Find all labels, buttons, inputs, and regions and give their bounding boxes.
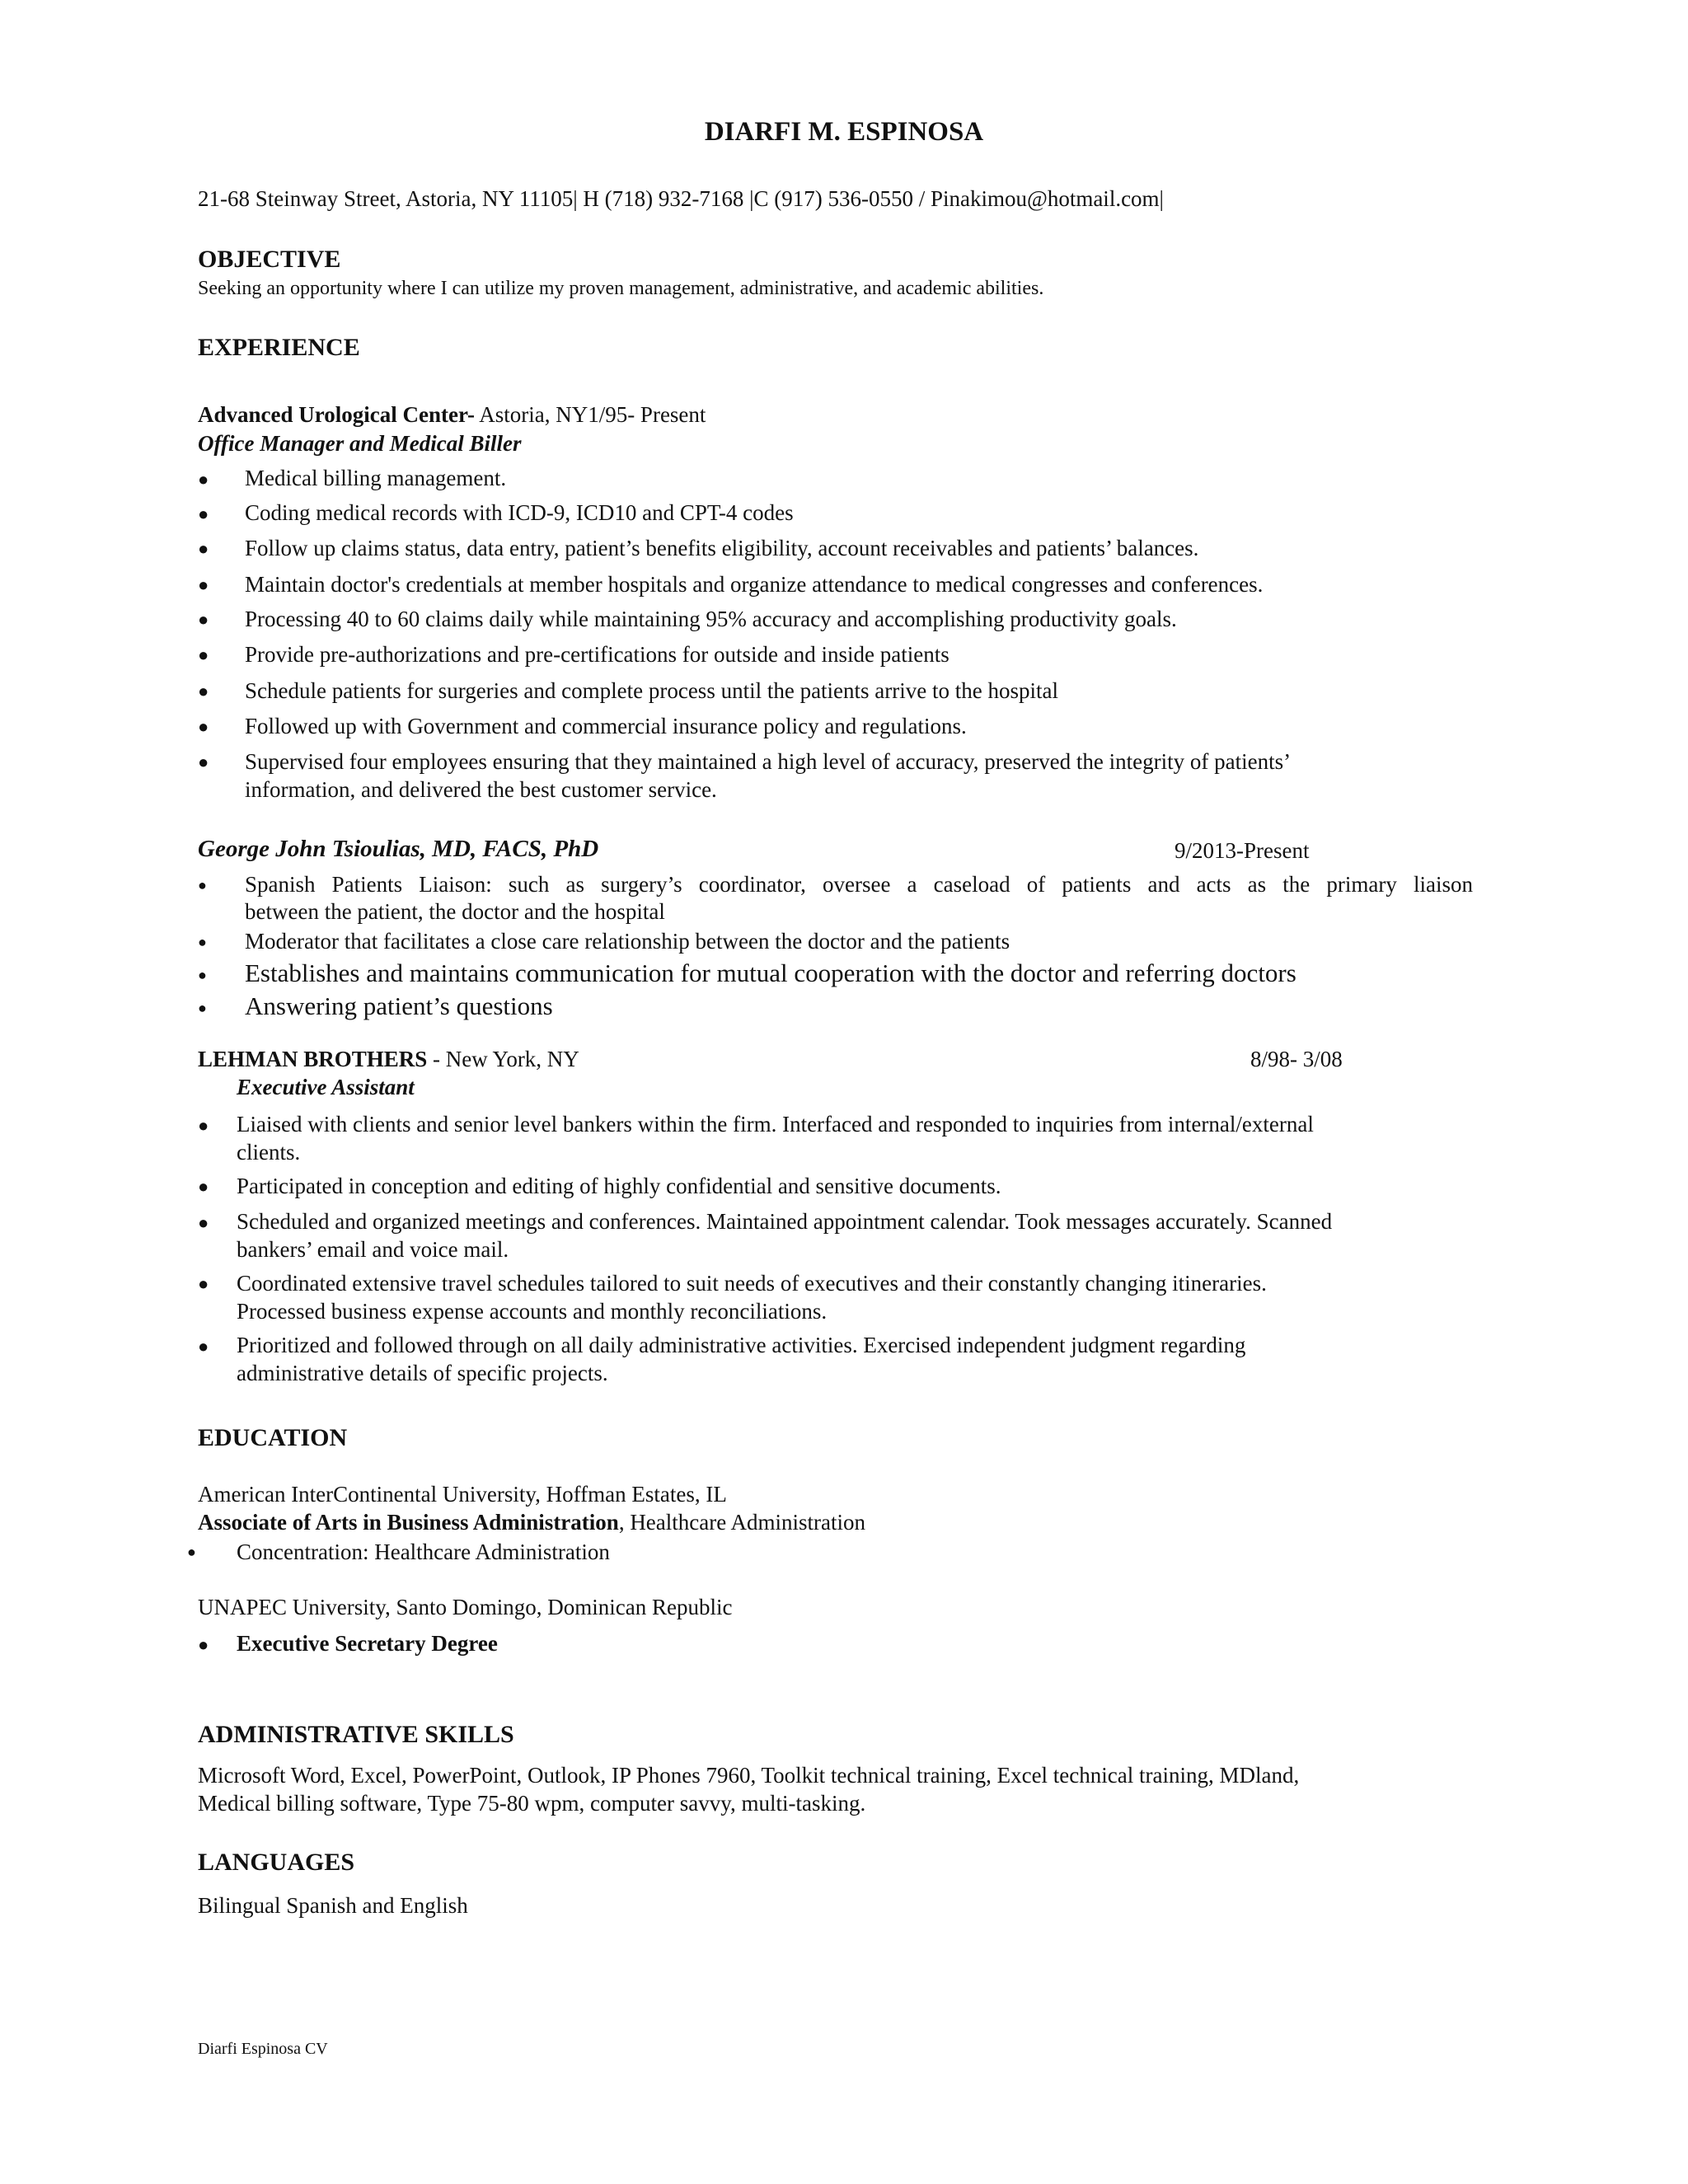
bullet-icon: ● (198, 967, 207, 983)
languages-text: Bilingual Spanish and English (198, 1893, 468, 1918)
job2-employer: George John Tsioulias, MD, FACS, PhD (198, 836, 599, 862)
languages-heading: LANGUAGES (198, 1849, 355, 1876)
list-item: Processing 40 to 60 claims daily while maintaining 95% accuracy and accomplishing productivity goals. (245, 607, 1177, 631)
list-item-continuation: clients. (237, 1140, 301, 1165)
degree2: Executive Secretary Degree (237, 1631, 498, 1656)
job3-location: - New York, NY (427, 1047, 579, 1071)
concentration: Concentration: Healthcare Administration (237, 1540, 610, 1564)
job1-title: Office Manager and Medical Biller (198, 431, 522, 456)
job1-location-dates: Astoria, NY1/95- Present (474, 402, 706, 427)
list-item: Prioritized and followed through on all daily administrative activities. Exercised independent judgment regarding (237, 1333, 1246, 1357)
job1-employer: Advanced Urological Center- (198, 402, 475, 427)
list-item: Schedule patients for surgeries and complete process until the patients arrive to the hospital (245, 678, 1058, 703)
education-heading: EDUCATION (198, 1424, 348, 1451)
job2-dates: 9/2013-Present (1175, 838, 1310, 863)
list-item: Maintain doctor's credentials at member hospitals and organize attendance to medical congresses and conferences. (245, 572, 1264, 597)
bullet-icon: ● (198, 1212, 209, 1233)
objective-text: Seeking an opportunity where I can utilize my proven management, administrative, and academic abilities. (198, 278, 1044, 299)
bullet-icon: ● (198, 752, 209, 772)
list-item: Spanish Patients Liaison: such as surgery’s coordinator, oversee a caseload of patients and acts as the primary liaison (245, 872, 1473, 897)
candidate-name: DIARFI M. ESPINOSA (704, 117, 984, 147)
page-footer: Diarfi Espinosa CV (198, 2040, 328, 2058)
job3-employer: LEHMAN BROTHERS (198, 1047, 428, 1071)
bullet-icon: ● (198, 716, 209, 737)
list-item: Scheduled and organized meetings and conferences. Maintained appointment calendar. Took messages accurately. Scanned (237, 1209, 1333, 1234)
bullet-icon: ● (198, 538, 209, 559)
experience-heading: EXPERIENCE (198, 334, 360, 361)
bullet-icon: ● (198, 1115, 209, 1136)
school2: UNAPEC University, Santo Domingo, Dominican Republic (198, 1595, 733, 1619)
bullet-icon: ● (198, 574, 209, 595)
bullet-icon: ● (198, 1273, 209, 1294)
bullet-icon: ● (198, 469, 209, 490)
bullet-icon: ● (198, 681, 209, 701)
skills-line2: Medical billing software, Type 75-80 wpm, computer savvy, multi-tasking. (198, 1791, 866, 1816)
list-item: Follow up claims status, data entry, patient’s benefits eligibility, account receivables and patients’ balances. (245, 536, 1199, 560)
job3-title: Executive Assistant (237, 1075, 415, 1099)
degree1: Associate of Arts in Business Administration (198, 1510, 619, 1535)
list-item-continuation: administrative details of specific projects. (237, 1361, 608, 1385)
bullet-icon: ● (198, 1000, 207, 1016)
bullet-icon: ● (198, 934, 207, 950)
list-item-continuation: information, and delivered the best customer service. (245, 777, 717, 802)
bullet-icon: ● (198, 1634, 209, 1655)
degree1-line (198, 1510, 865, 1535)
bullet-icon: ● (198, 1176, 209, 1197)
list-item: Moderator that facilitates a close care relationship between the doctor and the patients (245, 929, 1010, 954)
list-item: Coding medical records with ICD-9, ICD10 and CPT-4 codes (245, 500, 794, 525)
objective-heading: OBJECTIVE (198, 246, 341, 273)
list-item-continuation: Processed business expense accounts and monthly reconciliations. (237, 1299, 828, 1324)
job3-header (198, 1047, 579, 1072)
list-item: Followed up with Government and commercial insurance policy and regulations. (245, 714, 967, 738)
bullet-icon: ● (187, 1544, 196, 1560)
list-item: Answering patient’s questions (245, 991, 553, 1020)
bullet-icon: ● (198, 609, 209, 630)
list-item: Provide pre-authorizations and pre-certifications for outside and inside patients (245, 642, 950, 667)
skills-heading: ADMINISTRATIVE SKILLS (198, 1721, 514, 1748)
skills-line1: Microsoft Word, Excel, PowerPoint, Outlook, IP Phones 7960, Toolkit technical training, Excel technical training, MDland, (198, 1763, 1300, 1788)
list-item-continuation: between the patient, the doctor and the hospital (245, 899, 665, 924)
list-item: Medical billing management. (245, 466, 507, 490)
list-item: Establishes and maintains communication for mutual cooperation with the doctor and referring doctors (245, 958, 1296, 987)
list-item: Liaised with clients and senior level bankers within the firm. Interfaced and responded to inquiries from internal/external (237, 1112, 1314, 1137)
list-item-continuation: bankers’ email and voice mail. (237, 1237, 509, 1262)
list-item: Participated in conception and editing of highly confidential and sensitive documents. (237, 1174, 1001, 1198)
degree1-field: , Healthcare Administration (618, 1510, 865, 1535)
list-item: Coordinated extensive travel schedules tailored to suit needs of executives and their constantly changing itineraries. (237, 1271, 1267, 1296)
contact-line: 21-68 Steinway Street, Astoria, NY 11105| H (718) 932-7168 |C (917) 536-0550 / Pinakimou@hotmail.com| (198, 186, 1164, 211)
school1: American InterContinental University, Hoffman Estates, IL (198, 1482, 727, 1507)
bullet-icon: ● (198, 1336, 209, 1357)
bullet-icon: ● (198, 644, 209, 665)
list-item: Supervised four employees ensuring that they maintained a high level of accuracy, preserved the integrity of patients’ (245, 749, 1292, 774)
bullet-icon: ● (198, 877, 207, 893)
job1-header (198, 402, 706, 428)
bullet-icon: ● (198, 504, 209, 524)
job3-dates: 8/98- 3/08 (1250, 1047, 1343, 1071)
